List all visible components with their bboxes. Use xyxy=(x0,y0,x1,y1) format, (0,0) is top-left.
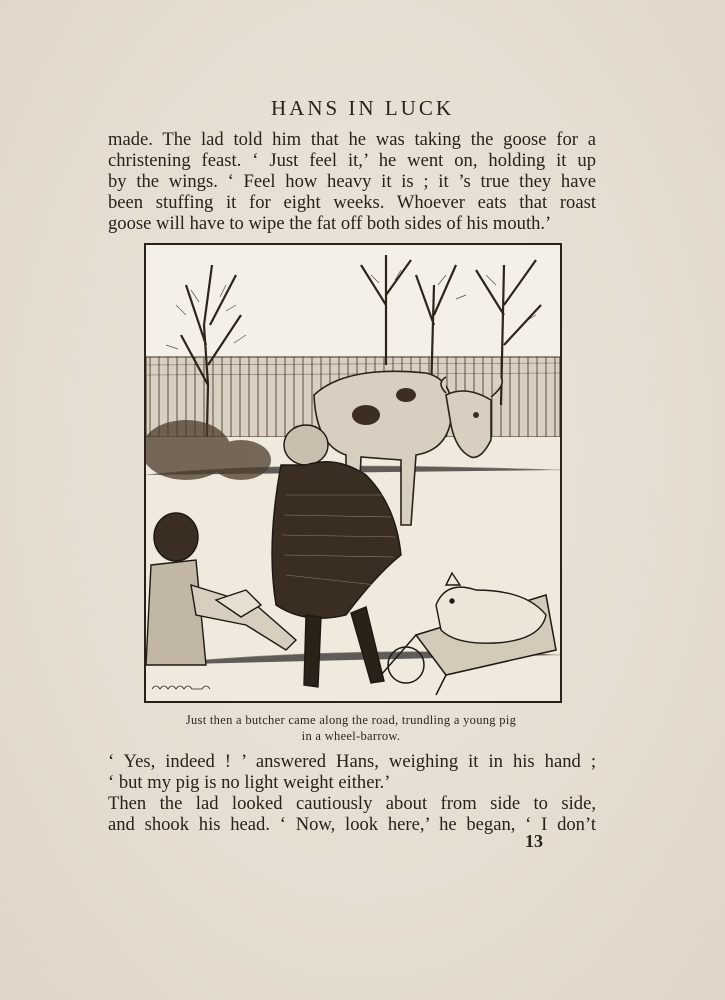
text-line: goose will have to wipe the fat off both sides of his mouth.’ xyxy=(108,213,552,234)
text-line: by the wings. ‘ Feel how heavy it is ; it ’s true they have xyxy=(108,171,596,192)
text-line: christening feast. ‘ Just feel it,’ he went on, holding it up xyxy=(108,150,596,171)
caption-line: Just then a butcher came along the road, trundling a young pig xyxy=(185,713,517,727)
text-line: Then the lad looked cautiously about from side to side, xyxy=(108,793,596,814)
paragraph-bottom xyxy=(108,793,596,835)
figure-caption xyxy=(144,712,558,744)
caption-line: in a wheel-barrow. xyxy=(301,729,401,743)
text-line: made. The lad told him that he was taking the goose for a xyxy=(108,129,596,150)
text-line: ‘ but my pig is no light weight either.’ xyxy=(108,772,391,793)
text-line: and shook his head. ‘ Now, look here,’ he began, ‘ I don’t xyxy=(108,814,596,835)
illustration-drawing xyxy=(146,245,560,701)
paragraph-top xyxy=(108,129,596,234)
paragraph-middle xyxy=(108,751,596,793)
text-line: been stuffing it for eight weeks. Whoever eats that roast xyxy=(108,192,596,213)
illustration xyxy=(144,243,562,703)
running-head: HANS IN LUCK xyxy=(271,96,454,120)
text-line: ‘ Yes, indeed ! ’ answered Hans, weighing it in his hand ; xyxy=(108,751,596,772)
page-number: 13 xyxy=(525,831,543,851)
